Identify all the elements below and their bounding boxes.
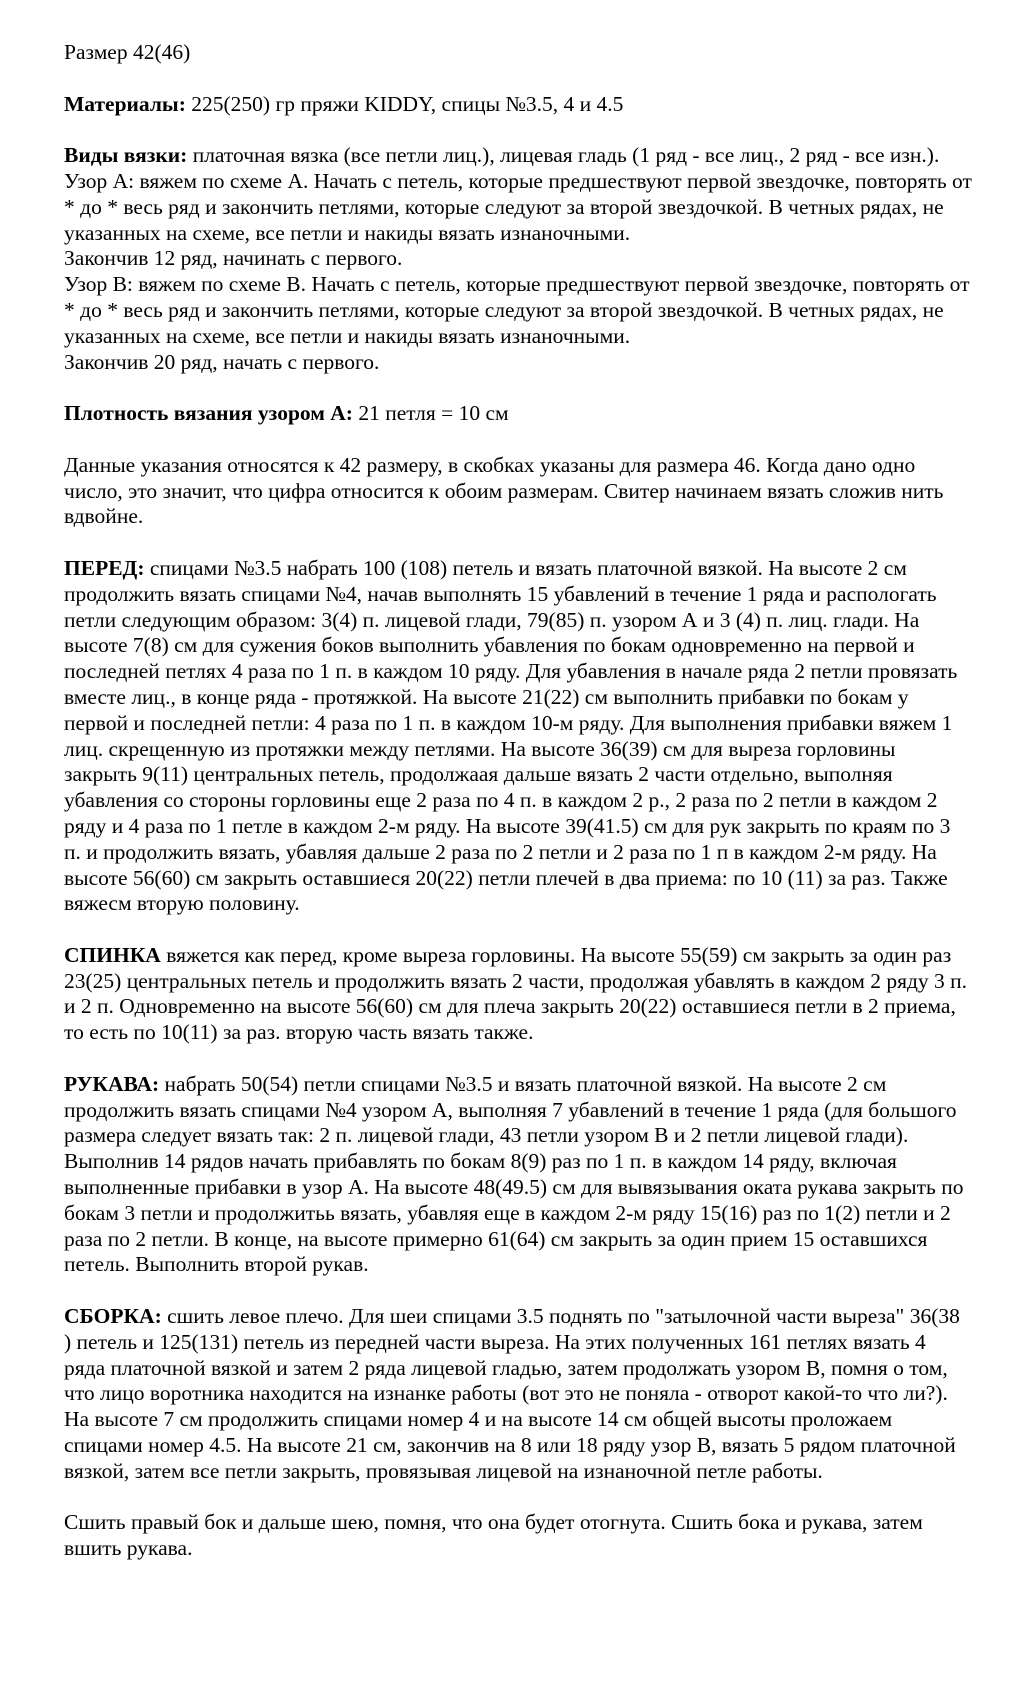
para-text: Размер 42(46) xyxy=(64,40,191,64)
para-lead: Виды вязки: xyxy=(64,143,188,168)
para-text: сшить левое плечо. Для шеи спицами 3.5 поднять по "затылочной части выреза" 36(38 ) петель и 125(131) петель из передней части выреза. На этих полученных 161 петлях вязать 4 ряда платочной вязкой и затем 2 ряда лицевой гладью, затем продолжать узором В, помня о том, что лицо воротника находится на изнанке работы (вот это не поняла - отворот какой-то что ли?). На высоте 7 см продолжить спицами номер 4 и на высоте 14 см общей высоты проложаем спицами номер 4.5. На высоте 21 см, закончив на 8 или 18 ряду узор В, вязать 5 рядом платочной вязкой, затем все петли закрыть, провязывая лицевой на изнаночной петле работы. xyxy=(64,1304,960,1483)
para-finishing xyxy=(64,1510,972,1562)
para-gauge xyxy=(64,401,972,427)
para-lead: Плотность вязания узором А: xyxy=(64,401,353,426)
para-lead: ПЕРЕД: xyxy=(64,555,145,580)
para-sleeves xyxy=(64,1072,972,1278)
para-text: вяжется как перед, кроме выреза горловины. На высоте 55(59) см закрыть за один раз 23(25) центральных петель и продолжить вязать 2 части, продолжая убавлять в каждом 2 ряду 3 п. и 2 п. Одновременно на высоте 56(60) см для плеча закрыть 20(22) оставшиеся петли в 2 приема, то есть по 10(11) за раз. вторую часть вязать также. xyxy=(64,942,968,1045)
para-text: Узор А: вяжем по схеме А. Начать с петель, которые предшествуют первой звездочке, повторять от * до * весь ряд и закончить петлями, которые следуют за второй звездочкой. В четных рядах, не указанных на схеме, все петли и накиды вязать изнаночными. xyxy=(64,168,972,245)
para-pattern-a-finish xyxy=(64,246,972,272)
para-text: платочная вязка (все петли лиц.), лицевая гладь (1 ряд - все лиц., 2 ряд - все изн.). xyxy=(187,143,940,168)
para-stitch-types xyxy=(64,143,972,169)
para-text: набрать 50(54) петли спицами №3.5 и вязать платочной вязкой. На высоте 2 см продолжить вязать спицами №4 узором А, выполняя 7 убавлений в течение 1 ряда (для большого размера следует вязать так: 2 п. лицевой глади, 43 петли узором В и 2 петли лицевой глади). Выполнив 14 рядов начать прибавлять по бокам 8(9) раз по 1 п. в каждом 14 ряду, включая выполненные прибавки в узор А. На высоте 48(49.5) см для вывязывания оката рукава закрыть по бокам 3 петли и продолжитьь вязать, убавляя еще в каждом 2-м ряду 15(16) раз по 1(2) петли и 2 раза по 2 петли. В конце, на высоте примерно 61(64) см закрыть за один прием 15 оставшихся петель. Выполнить второй рукав. xyxy=(64,1071,964,1277)
para-assembly xyxy=(64,1304,972,1485)
para-lead: Материалы: xyxy=(64,91,186,116)
para-text: 225(250) гр пряжи KIDDY, спицы №3.5, 4 и 4.5 xyxy=(185,91,624,116)
para-materials xyxy=(64,92,972,118)
para-text: Данные указания относятся к 42 размеру, в скобках указаны для размера 46. Когда дано одно число, это значит, что цифра относится к обоим размерам. Свитер начинаем вязать сложив нить вдвойне. xyxy=(64,452,944,529)
para-text: Сшить правый бок и дальше шею, помня, что она будет отогнута. Сшить бока и рукава, затем вшить рукава. xyxy=(64,1510,923,1561)
para-size xyxy=(64,40,972,66)
para-back xyxy=(64,943,972,1046)
para-text: Закончив 20 ряд, начать с первого. xyxy=(64,349,380,374)
para-text: спицами №3.5 набрать 100 (108) петель и вязать платочной вязкой. На высоте 2 см продолжить вязать спицами №4, начав выполнять 15 убавлений в течение 1 ряда и распологать петли следующим образом: 3(4) п. лицевой глади, 79(85) п. узором А и 3 (4) п. лиц. глади. На высоте 7(8) см для сужения боков выполнить убавления по бокам одновременно на первой и последней петлях 4 раза по 1 п. в каждом 10 ряду. Для убавления в начале ряда 2 петли провязать вместе лиц., в конце ряда - протяжкой. На высоте 21(22) см выполнить прибавки по бокам у первой и последней петли: 4 раза по 1 п. в каждом 10-м ряду. Для выполнения прибавки вяжем 1 лиц. скрещенную из протяжки между петлями. На высоте 36(39) см для выреза горловины закрыть 9(11) центральных петель, продолжаая дальше вязать 2 части отдельно, выполняя убавления со стороны горловины еще 2 раза по 4 п. в каждом 2 р., 2 раза по 2 петли в каждом 2 ряду и 4 раза по 1 петле в каждом 2-м ряду. На высоте 39(41.5) см для рук закрыть по краям по 3 п. и продолжить вязать, убавляя дальше 2 раза по 2 петли и 2 раза по 1 п в каждом 2-м ряду. На высоте 56(60) см закрыть оставшиеся 20(22) петли плечей в два приема: по 10 (11) за раз. Также вяжесм вторую половину. xyxy=(64,555,958,916)
para-pattern-b-finish xyxy=(64,350,972,376)
para-pattern-b xyxy=(64,272,972,349)
para-sizing-note xyxy=(64,453,972,530)
para-front xyxy=(64,556,972,917)
para-lead: СБОРКА: xyxy=(64,1304,162,1329)
para-lead: РУКАВА: xyxy=(64,1071,160,1096)
para-text: Закончив 12 ряд, начинать с первого. xyxy=(64,246,403,271)
para-text: Узор В: вяжем по схеме В. Начать с петель, которые предшествуют первой звездочке, повторять от * до * весь ряд и закончить петлями, которые следуют за второй звездочкой. В четных рядах, не указанных на схеме, все петли и накиды вязать изнаночными. xyxy=(64,272,970,348)
para-pattern-a xyxy=(64,169,972,246)
para-lead: СПИНКА xyxy=(64,942,161,967)
para-text: 21 петля = 10 см xyxy=(352,401,509,426)
